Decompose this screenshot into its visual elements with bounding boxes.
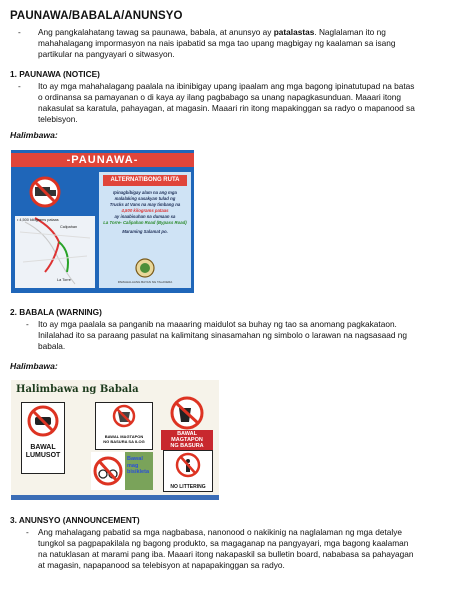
intro-text: . Naglalaman ito ng <box>314 27 386 37</box>
sign-bawal-bisikleta <box>91 452 153 490</box>
notice-line: ay inaabisuhan na dumaan sa <box>114 214 176 219</box>
babala-paragraph <box>38 319 470 352</box>
section-heading-paunawa: 1. PAUNAWA (NOTICE) <box>10 69 100 79</box>
poster-bottom-bar <box>11 495 219 500</box>
notice-road: La Torre- Calipahan Road (Bypass Road) <box>103 220 187 225</box>
notice-line: Ipinagbibigay alam na ang mga malalaking sasakyan tulad ng <box>113 190 177 201</box>
paunawa-paragraph <box>38 81 470 125</box>
notice-line: Trucks at Vans na may timbang na <box>109 202 181 207</box>
bullet-dash: - <box>26 319 29 329</box>
sign-no-littering <box>163 450 213 492</box>
route-map-graphic <box>15 172 95 288</box>
bullet-dash: - <box>18 27 21 37</box>
intro-text: Ang pangkalahatang tawag sa paunawa, babala, at anunsyo ay <box>38 27 274 37</box>
sign-bawal-lumusot <box>21 402 65 474</box>
sign-text: NG BASURA <box>170 443 204 449</box>
notice-weight: 4,500 kilograms pataas <box>121 208 169 213</box>
sign-text: BAWAL <box>30 444 56 451</box>
notice-thanks: Maraming Salamat po. <box>122 229 168 234</box>
sign-banner-red <box>161 430 213 450</box>
intro-line: mahahalagang impormasyon na nais ipabatid sa mga tao upang magbigay ng kaalaman sa isang <box>38 38 396 48</box>
map-caption: • 4,500 kilograms pataas <box>17 218 59 222</box>
map-town-label: Calipahan <box>60 225 78 229</box>
route-notice-text <box>103 190 187 235</box>
babala-poster-image <box>11 380 219 500</box>
section-heading-anunsyo: 3. ANUNSYO (ANNOUNCEMENT) <box>10 515 140 525</box>
sign-text: BAWAL <box>177 431 197 437</box>
section-heading-babala: 2. BABALA (WARNING) <box>10 307 102 317</box>
paragraph-line: Ito ay mga paalala sa panganib na maaaring maidulot sa buhay ng tao sa anomang pagkakataon. <box>38 319 397 329</box>
intro-line <box>38 27 468 38</box>
route-title: ALTERNATIBONG RUTA <box>103 175 187 186</box>
paragraph-line: telebisyon. <box>38 114 78 124</box>
paragraph-line: nakasulat sa karatula, pahayagan, at magasin. Maaari rin itong mapakinggan sa radyo o mapanood sa <box>38 103 415 113</box>
sign-text: NG BASURA SA ILOG <box>103 439 145 444</box>
sign-text: MAGTAPON <box>171 437 203 443</box>
sign-overlay-text: Bawal mag bisikleta <box>127 456 150 475</box>
paragraph-line: babala. <box>38 341 66 351</box>
page-title: PAUNAWA/BABALA/ANUNSYO <box>10 10 183 22</box>
municipal-seal-icon <box>135 258 155 278</box>
paragraph-line: Ang mahalagang pabatid sa mga nagbabasa, nanonood o nakikinig na naglalaman ng mga detalye <box>38 527 402 537</box>
intro-line: partikular na pangyayari o sitwasyon. <box>38 49 175 59</box>
poster-banner: -PAUNAWA- <box>11 153 194 167</box>
no-littering-icon <box>161 396 213 430</box>
sign-text: BAWAL MAGTAPON <box>104 434 144 439</box>
no-littering-icon <box>164 451 212 479</box>
sign-text: NO LITTERING <box>170 484 206 490</box>
example-label: Halimbawa: <box>10 130 58 140</box>
anunsyo-paragraph <box>38 527 470 571</box>
map-town-label: La Torre <box>57 278 71 282</box>
intro-bold-term: patalastas <box>273 27 315 37</box>
seal-caption: PAMAHALAANG BAYAN NG TALAVERA <box>117 280 173 284</box>
paragraph-line: tungkol sa pagpapakilala ng bagong produkto, sa magaganap na pangyayari, mga bagong kaalaman <box>38 538 409 548</box>
paragraph-line: na natuklasan at marami pang iba. Maaari itong nakapaskil sa bulletin board, nababasa sa pahayagan <box>38 549 414 559</box>
paragraph-line: o ordinansa sa pamayanan o di kaya ay ilang pagbabago sa unang napagkasunduan. Maaari itong <box>38 92 402 102</box>
no-bicycle-icon <box>91 452 125 490</box>
paunawa-poster-image <box>11 150 194 293</box>
sign-bawal-magtapon-basura <box>161 396 213 449</box>
no-entry-car-icon <box>22 403 64 439</box>
no-dumping-icon <box>96 403 152 429</box>
bullet-dash: - <box>18 81 21 91</box>
bullet-dash: - <box>26 527 29 537</box>
example-label: Halimbawa: <box>10 361 58 371</box>
intro-paragraph <box>38 27 468 60</box>
poster-header: Halimbawa ng Babala <box>16 384 139 395</box>
sign-text: LUMUSOT <box>25 452 61 459</box>
sign-bawal-magtapon-ilog <box>95 402 153 450</box>
route-notice-panel <box>99 172 191 288</box>
route-map <box>15 172 95 288</box>
paragraph-line: Inilalahad ito sa paraang pasulat na kalimitang sinasamahan ng simbolo o larawan na nagsasaad ng <box>38 330 407 340</box>
paragraph-line: Ito ay mga mahahalagang paalala na ibinibigay upang ipaalam ang mga bagong ipinatutupad na batas <box>38 81 415 91</box>
paragraph-line: at magasin, napapanood sa telebisyon at napapakinggan sa radyo. <box>38 560 285 570</box>
